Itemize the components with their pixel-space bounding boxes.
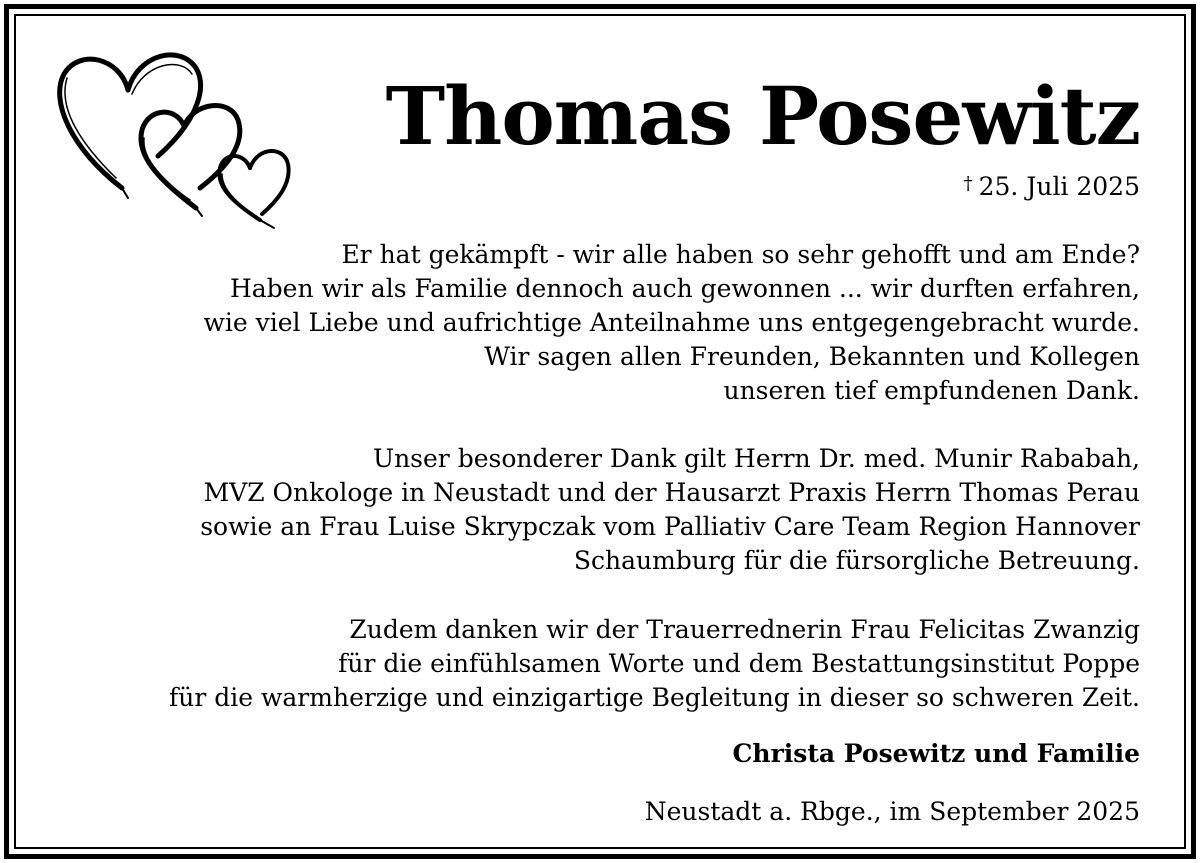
text-line: sowie an Frau Luise Skrypczak vom Palliativ Care Team Region Hannover (200, 512, 1140, 541)
place-and-date: Neustadt a. Rbge., im September 2025 (644, 797, 1140, 826)
text-line: Wir sagen allen Freunden, Bekannten und Kollegen (484, 342, 1140, 371)
text-line: wie viel Liebe und aufrichtige Anteilnahme uns entgegengebracht wurde. (203, 308, 1140, 337)
text-line: für die warmherzige und einzigartige Begleitung in dieser so schweren Zeit. (169, 683, 1140, 712)
text-line: Haben wir als Familie dennoch auch gewonnen ... wir durften erfahren, (229, 274, 1140, 303)
thanks-paragraph-1 (204, 238, 1141, 408)
text-line: unseren tief empfundenen Dank. (723, 376, 1140, 405)
text-line: für die einfühlsamen Worte und dem Bestattungsinstitut Poppe (338, 649, 1140, 678)
text-line: MVZ Onkologe in Neustadt und der Hausarzt Praxis Herrn Thomas Perau (203, 478, 1140, 507)
dagger-icon: † (963, 173, 973, 194)
death-date: 25. Juli 2025 (978, 172, 1140, 201)
text-line: Unser besonderer Dank gilt Herrn Dr. med. Munir Rababah, (373, 444, 1140, 473)
deceased-name: Thomas Posewitz (385, 69, 1140, 163)
thanks-paragraph-2 (200, 442, 1140, 578)
signature: Christa Posewitz und Familie (732, 739, 1140, 768)
three-hearts-icon (50, 38, 310, 238)
text-line: Schaumburg für die fürsorgliche Betreuung. (573, 546, 1140, 575)
death-date-line (964, 168, 1140, 203)
text-line: Zudem danken wir der Trauerrednerin Frau Felicitas Zwanzig (349, 615, 1140, 644)
thanks-paragraph-3 (169, 613, 1140, 715)
text-line: Er hat gekämpft - wir alle haben so sehr gehofft und am Ende? (341, 240, 1140, 269)
